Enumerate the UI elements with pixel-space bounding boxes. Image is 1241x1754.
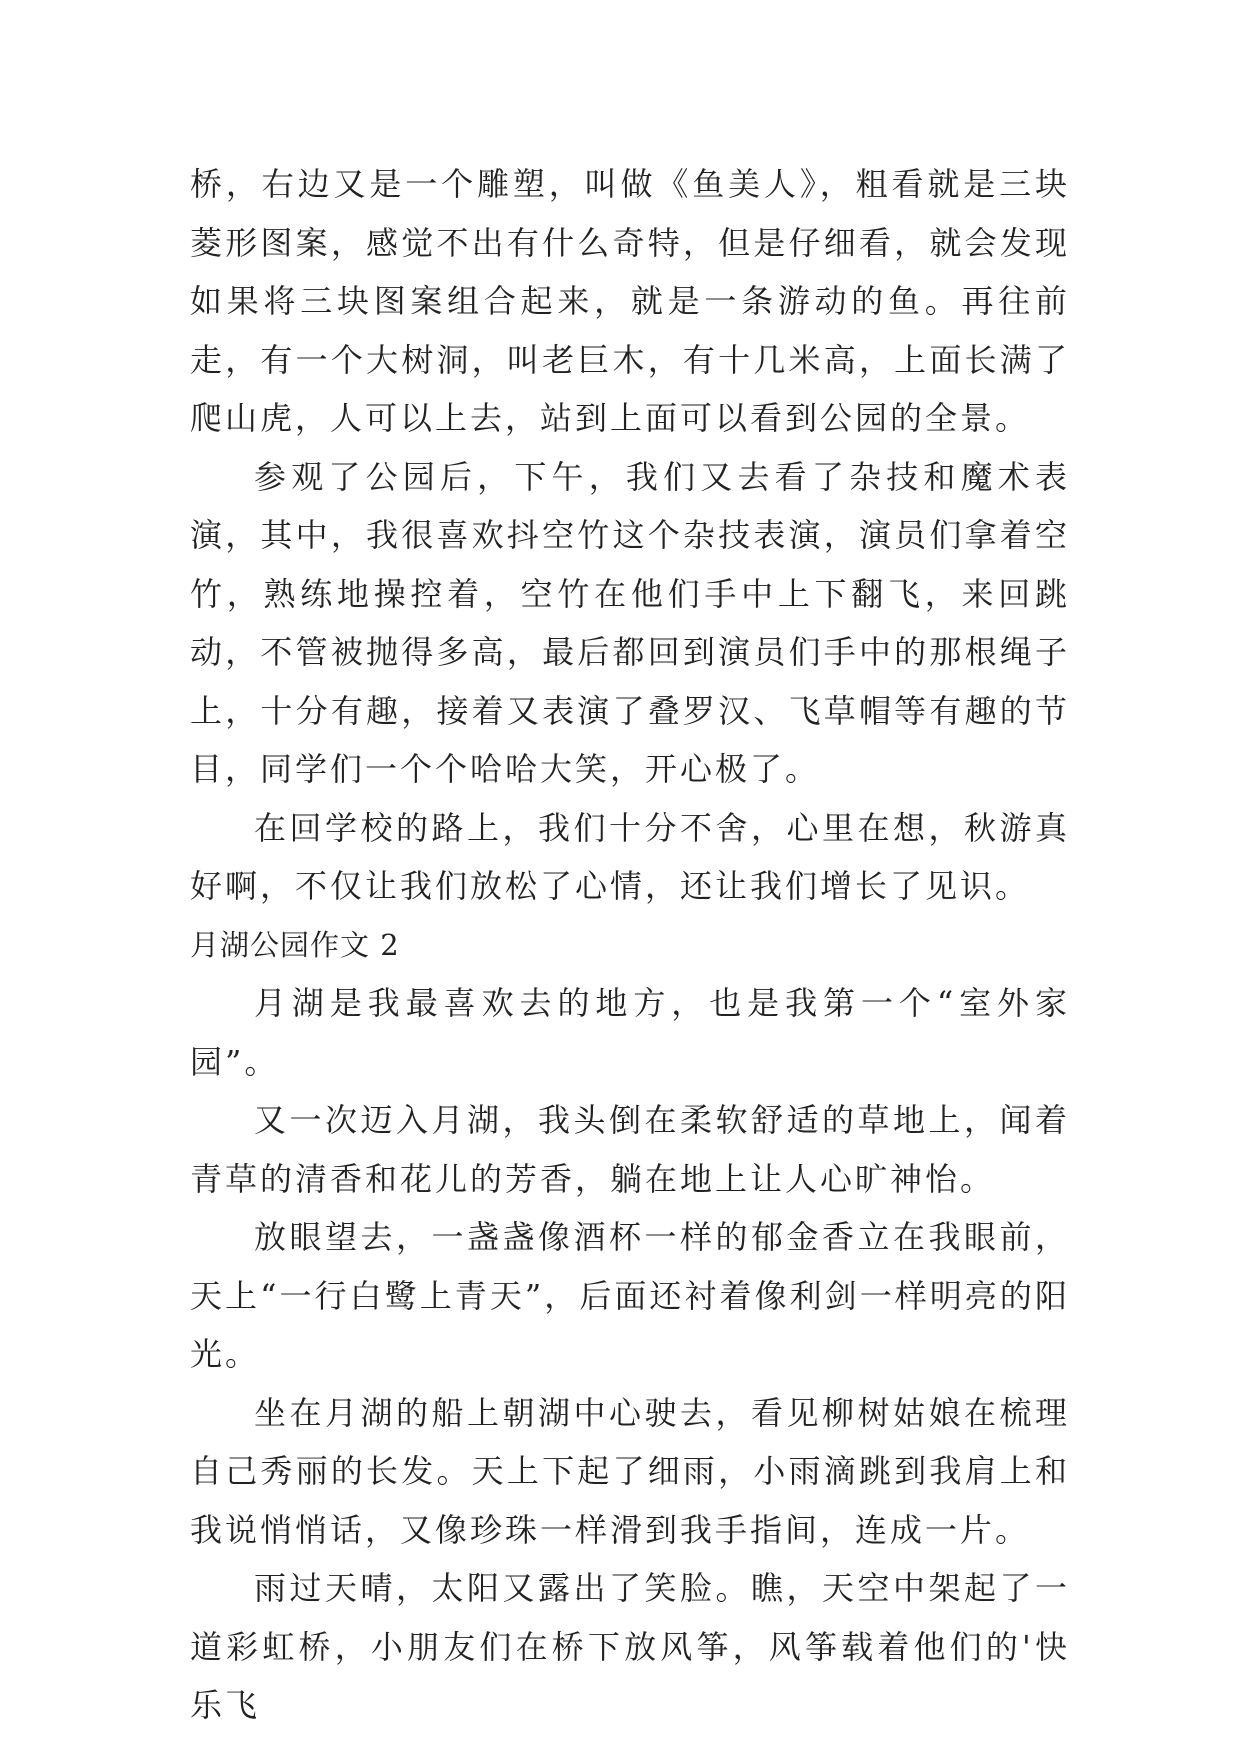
paragraph-return: 在回学校的路上，我们十分不舍，心里在想，秋游真好啊，不仅让我们放松了心情，还让我们增长了见识。: [190, 808, 1070, 905]
paragraph-favorite-place: 月湖是我最喜欢去的地方，也是我第一个“室外家园”。: [190, 984, 1070, 1081]
paragraph-tulips: 放眼望去，一盏盏像酒杯一样的郁金香立在我眼前，天上“一行白鹭上青天”，后面还衬着像利剑一样明亮的阳光。: [190, 1218, 1070, 1373]
paragraph-performance: 参观了公园后，下午，我们又去看了杂技和魔术表演，其中，我很喜欢抖空竹这个杂技表演，演员们拿着空竹，熟练地操控着，空竹在他们手中上下翻飞，来回跳动，不管被抛得多高，最后都回到演员们手中的那根绳子上，十分有趣，接着又表演了叠罗汉、飞草帽等有趣的节目，同学们一个个哈哈大笑，开心极了。: [190, 457, 1070, 788]
document-page: [190, 155, 1070, 1735]
paragraph-rainbow: 雨过天晴，太阳又露出了笑脸。瞧，天空中架起了一道彩虹桥，小朋友们在桥下放风筝，风筝载着他们的'快乐飞: [190, 1569, 1070, 1724]
paragraph-boat-rain: 坐在月湖的船上朝湖中心驶去，看见柳树姑娘在梳理自己秀丽的长发。天上下起了细雨，小雨滴跳到我肩上和我说悄悄话，又像珍珠一样滑到我手指间，连成一片。: [190, 1393, 1070, 1549]
paragraph-grass: 又一次迈入月湖，我头倒在柔软舒适的草地上，闻着青草的清香和花儿的芳香，躺在地上让人心旷神怡。: [190, 1101, 1070, 1198]
paragraph-continued: 桥，右边又是一个雕塑，叫做《鱼美人》，粗看就是三块菱形图案，感觉不出有什么奇特，但是仔细看，就会发现如果将三块图案组合起来，就是一条游动的鱼。再往前走，有一个大树洞，叫老巨木，有十几米高，上面长满了爬山虎，人可以上去，站到上面可以看到公园的全景。: [190, 165, 1070, 437]
section-heading: 月湖公园作文 2: [190, 927, 400, 962]
